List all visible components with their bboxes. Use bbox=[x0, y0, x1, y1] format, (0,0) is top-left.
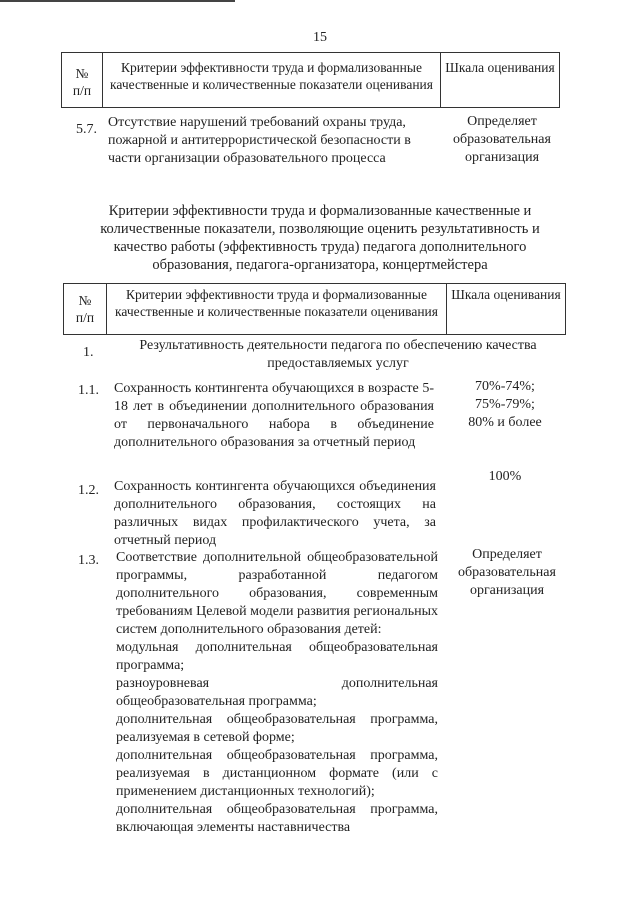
top-rule bbox=[0, 0, 235, 2]
section-title: Критерии эффективности труда и формализованные качественные и количественные показатели, позволяющие оценить результативность и качество работы (эффективность труда) педагога дополнительного образования, педагога-организатора, концертмейстера bbox=[100, 203, 540, 273]
row-1-2-scale: 100% bbox=[488, 469, 522, 484]
row-1-1-text: Сохранность контингента обучающихся в возрасте 5-18 лет в объединении дополнительного образования от первоначального набора в объединение дополнительного образования за отчетный период bbox=[114, 381, 434, 450]
row-1-3-number: 1.3. bbox=[78, 553, 99, 568]
row-1-2-number: 1.2. bbox=[78, 483, 99, 498]
row-1-1-number: 1.1. bbox=[78, 383, 99, 398]
row-1-2-text: Сохранность контингента обучающихся объединения дополнительного образования, состоящих на различных видах профилактического учета, за отчетный период bbox=[114, 479, 436, 548]
group-1-title: Результативность деятельности педагога по обеспечению качества предоставляемых услуг bbox=[139, 338, 537, 371]
row-1-1-scale-2: 75%-79%; bbox=[475, 397, 535, 412]
criteria-table-header-2 bbox=[63, 283, 566, 335]
criteria-table-header-1 bbox=[61, 52, 560, 108]
row-1-3-text bbox=[116, 549, 438, 837]
row-1-3-item-3: дополнительная общеобразовательная программа, реализуемая в сетевой форме; bbox=[116, 712, 438, 745]
group-1-number: 1. bbox=[83, 345, 94, 360]
header2-scale-cell: Шкала оценивания bbox=[447, 284, 566, 335]
row-1-3-item-5: дополнительная общеобразовательная программа, включающая элементы наставничества bbox=[116, 802, 438, 835]
row-1-1-scale-1: 70%-74%; bbox=[475, 379, 535, 394]
header-criteria-cell: Критерии эффективности труда и формализованные качественные и количественные показатели оценивания bbox=[103, 53, 441, 108]
header-scale-cell: Шкала оценивания bbox=[441, 53, 560, 108]
header2-criteria-cell: Критерии эффективности труда и формализованные качественные и количественные показатели оценивания bbox=[107, 284, 447, 335]
row-1-3-item-1: модульная дополнительная общеобразовательная программа; bbox=[116, 640, 438, 673]
header-num-cell: № п/п bbox=[62, 53, 103, 108]
row-1-3-scale: Определяет образовательная организация bbox=[458, 547, 556, 598]
row-1-3-intro: Соответствие дополнительной общеобразовательной программы, разработанной педагогом дополнительного образования, современным требованиям Целевой модели развития региональных систем дополнительного образования детей: bbox=[116, 550, 438, 637]
row-1-1-scale-3: 80% и более bbox=[468, 415, 542, 430]
row-5-7-text: Отсутствие нарушений требований охраны труда, пожарной и антитеррористической безопасности в части организации образовательного процесса bbox=[108, 115, 411, 166]
header2-num-cell: № п/п bbox=[64, 284, 107, 335]
row-1-1-scale bbox=[450, 378, 560, 432]
row-1-3-item-2: разноуровневая дополнительная общеобразовательная программа; bbox=[116, 676, 438, 709]
row-5-7-scale: Определяет образовательная организация bbox=[453, 114, 551, 165]
page-number: 15 bbox=[313, 30, 327, 45]
row-5-7-number: 5.7. bbox=[76, 122, 97, 137]
row-1-3-item-4: дополнительная общеобразовательная программа, реализуемая в дистанционном формате (или с применением дистанционных технологий); bbox=[116, 748, 438, 799]
